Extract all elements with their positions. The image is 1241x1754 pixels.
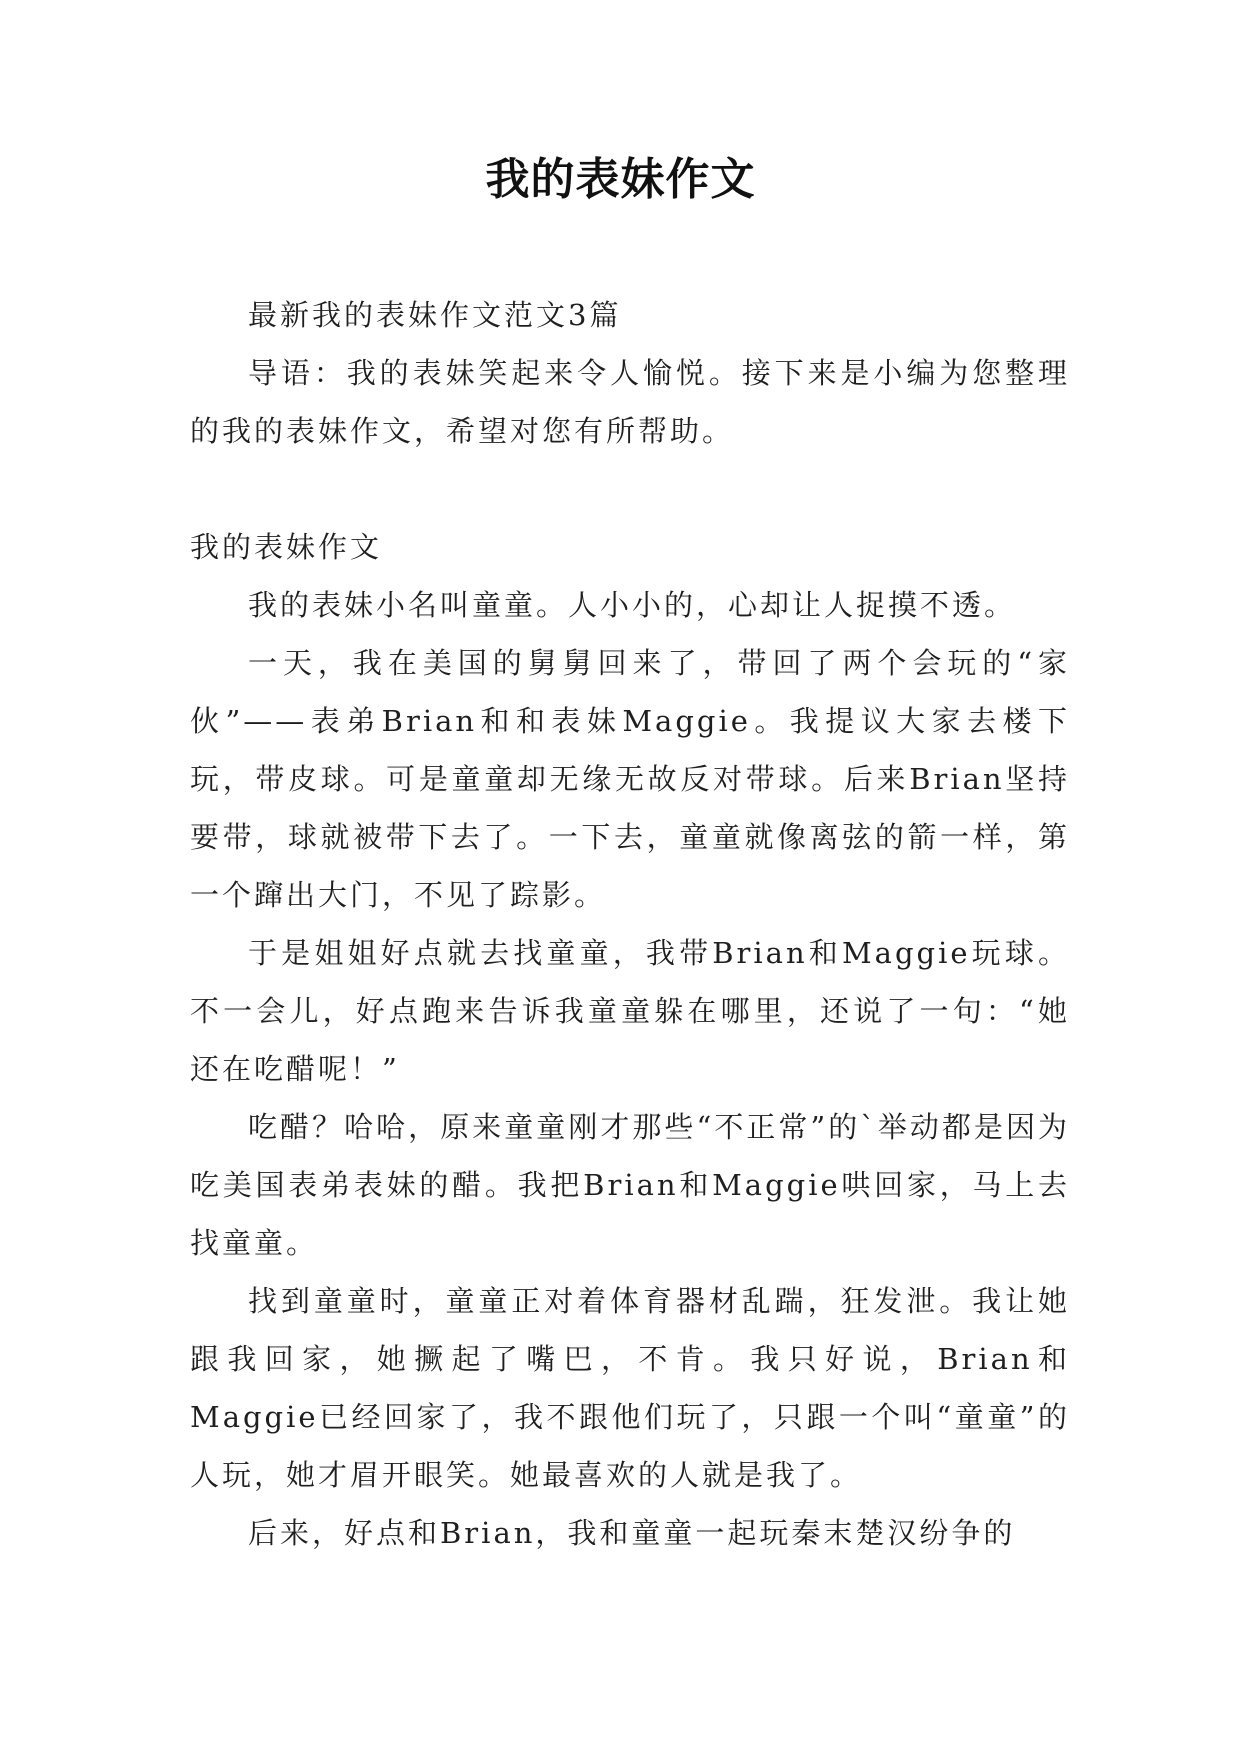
document-title: 我的表妹作文 xyxy=(485,154,756,205)
document-body xyxy=(190,286,1070,1562)
body-paragraph-6: 后来，好点和Brian，我和童童一起玩秦末楚汉纷争的 xyxy=(248,1516,1016,1550)
subtitle-line: 最新我的表妹作文范文3篇 xyxy=(248,298,622,332)
section-heading: 我的表妹作文 xyxy=(190,530,383,564)
body-paragraph-3: 于是姐姐好点就去找童童，我带Brian和Maggie玩球。不一会儿，好点跑来告诉我童童躲在哪里，还说了一句：“她还在吃醋呢！” xyxy=(190,936,1070,1086)
paragraph-gap xyxy=(190,460,1070,518)
body-paragraph-2: 一天，我在美国的舅舅回来了，带回了两个会玩的“家伙”——表弟Brian和和表妹Maggie。我提议大家去楼下玩，带皮球。可是童童却无缘无故反对带球。后来Brian坚持要带，球就被带下去了。一下去，童童就像离弦的箭一样，第一个蹿出大门，不见了踪影。 xyxy=(190,646,1070,912)
body-paragraph-1: 我的表妹小名叫童童。人小小的，心却让人捉摸不透。 xyxy=(248,588,1017,622)
intro-paragraph: 导语：我的表妹笑起来令人愉悦。接下来是小编为您整理的我的表妹作文，希望对您有所帮助。 xyxy=(190,356,1070,448)
body-paragraph-5: 找到童童时，童童正对着体育器材乱踹，狂发泄。我让她跟我回家，她撅起了嘴巴，不肯。我只好说，Brian和Maggie已经回家了，我不跟他们玩了，只跟一个叫“童童”的人玩，她才眉开眼笑。她最喜欢的人就是我了。 xyxy=(190,1284,1070,1492)
body-paragraph-4: 吃醋？哈哈，原来童童刚才那些“不正常”的`举动都是因为吃美国表弟表妹的醋。我把Brian和Maggie哄回家，马上去找童童。 xyxy=(190,1110,1070,1260)
